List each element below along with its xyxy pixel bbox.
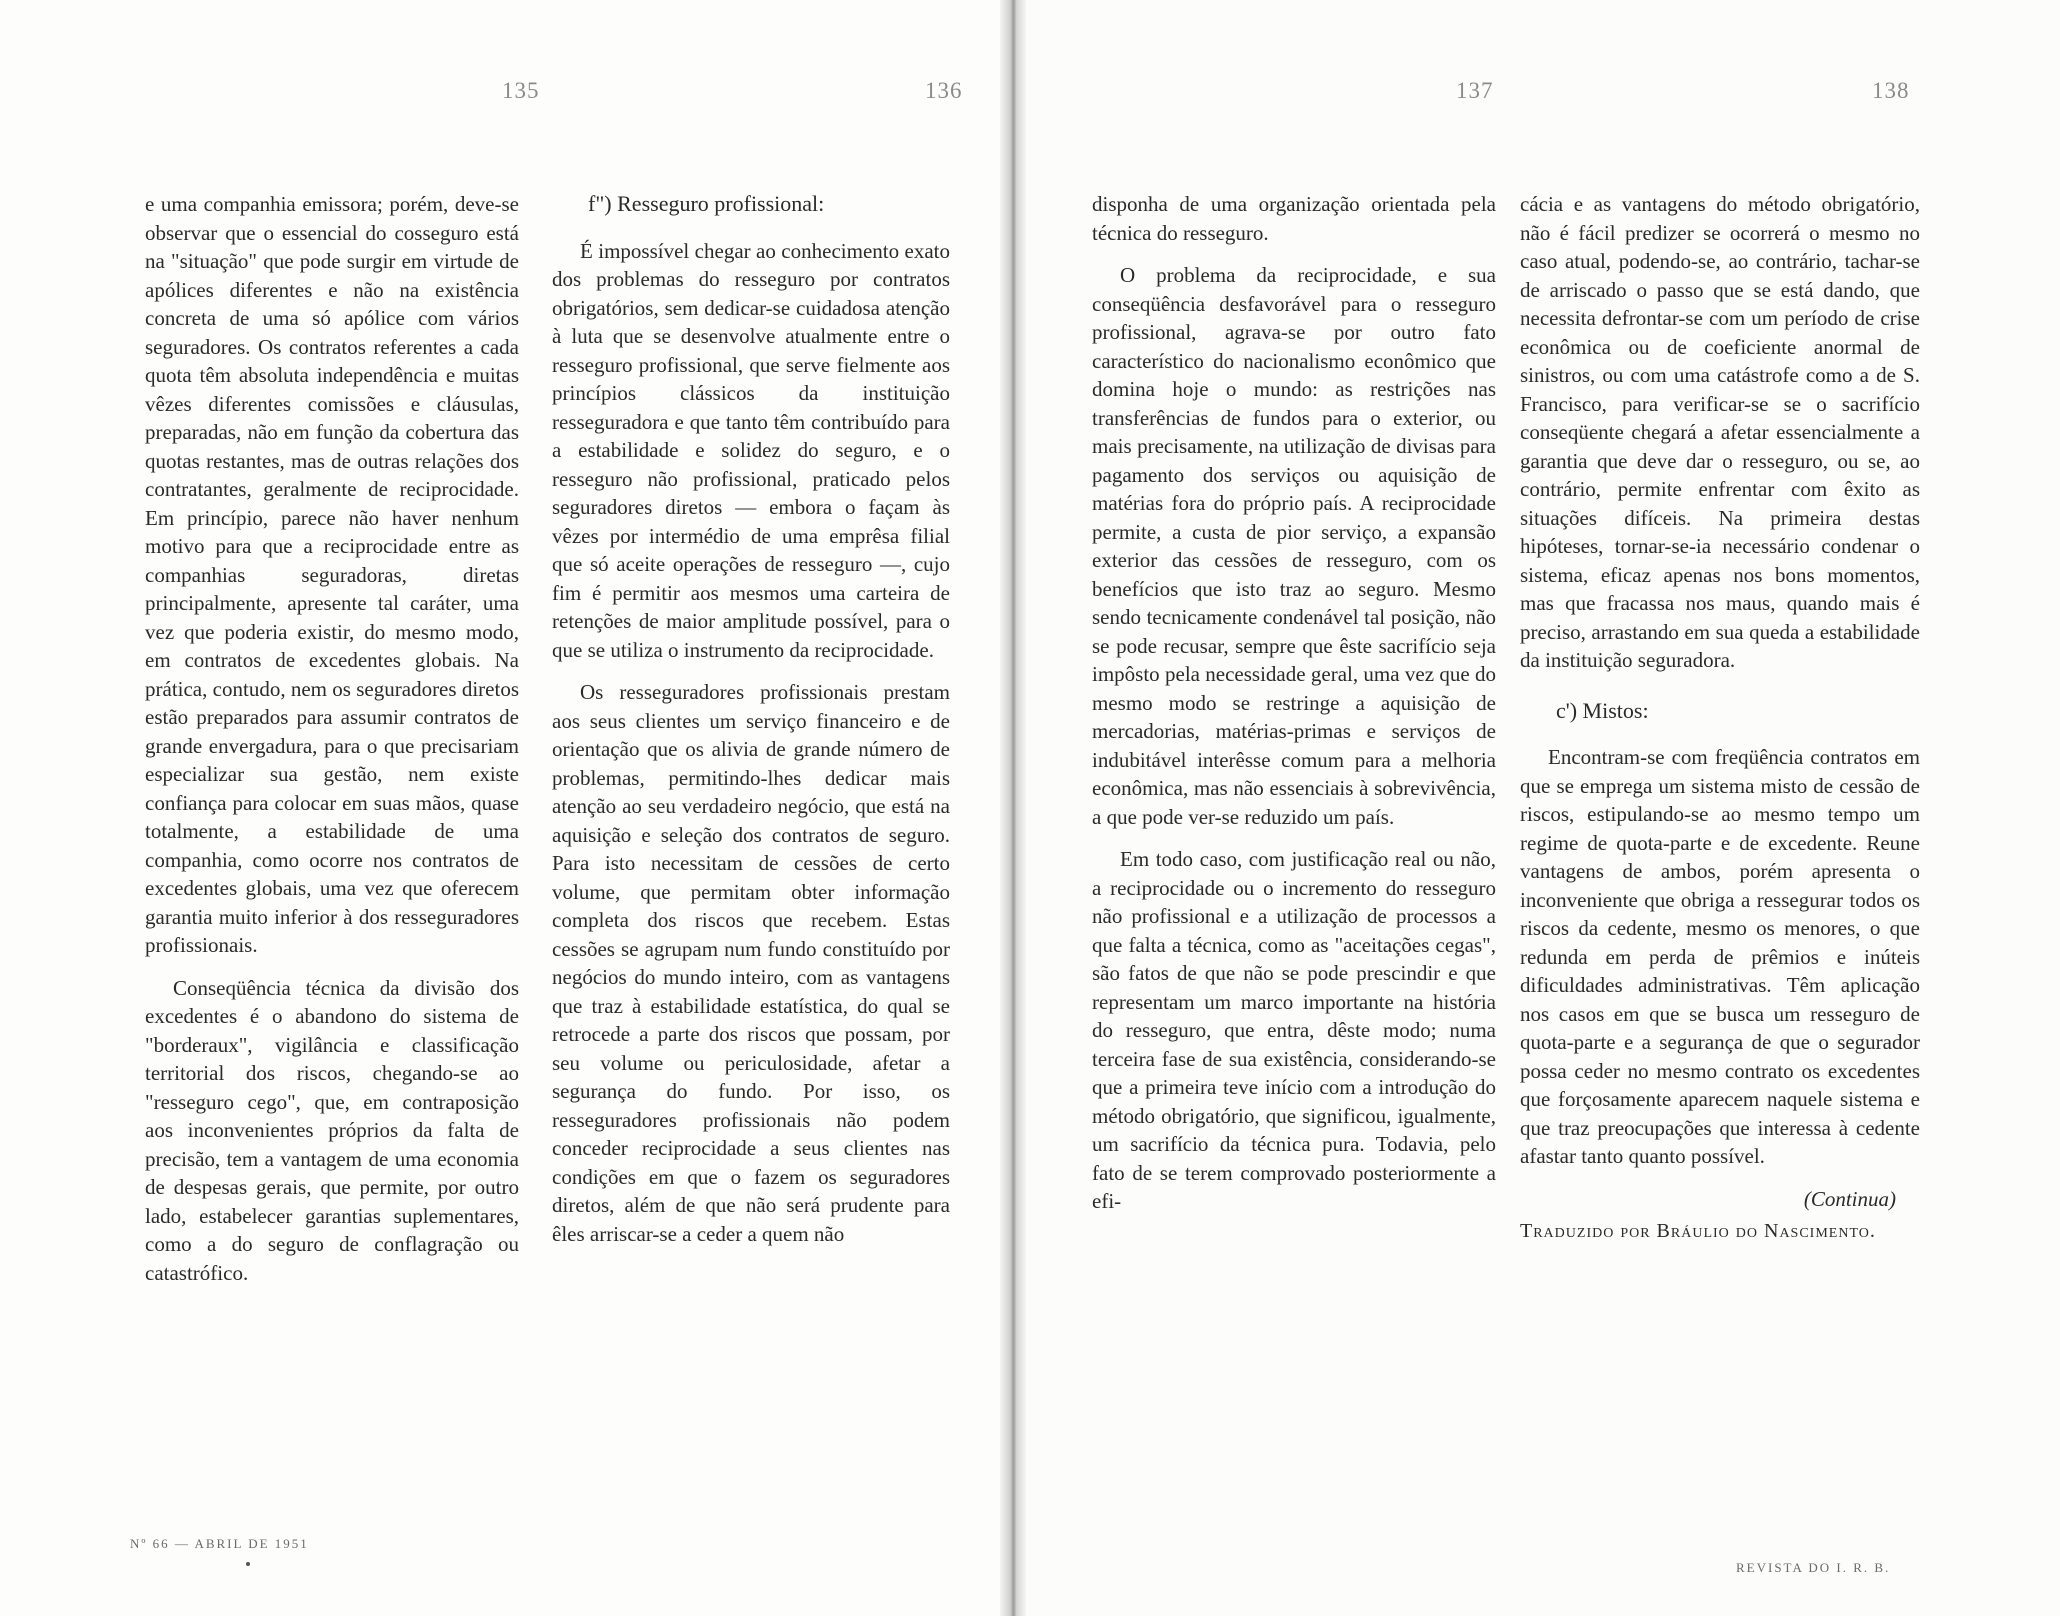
paragraph: e uma companhia emissora; porém, deve-se observar que o essencial do cosseguro está na "situação" que pode surgir em virtude de apólices diferentes e não na existência concreta de uma só apólice com vários seguradores. Os contratos referentes a cada quota têm absoluta independência e muitas vêzes diferentes comissões e cláusulas, preparadas, não em função da cobertura das quotas restantes, mas de outras relações dos contratantes, geralmente de reciprocidade. Em princípio, parece não haver nenhum motivo para que a reciprocidade entre as companhias seguradoras, diretas principalmente, apresente tal caráter, uma vez que poderia existir, do mesmo modo, em contratos de excedentes globais. Na prática, contudo, nem os seguradores diretos estão preparados para assumir contratos de grande envergadura, para o que precisariam especializar sua gestão, nem existe confiança para colocar em suas mãos, quase totalmente, a estabilidade de uma companhia, como ocorre nos contratos de excedentes globais, uma vez que oferecem garantia muito inferior à dos resseguradores profissionais.	[145, 192, 519, 957]
text-column-2	[552, 190, 950, 1262]
book-gutter	[1000, 0, 1026, 1616]
paragraph: Conseqüência técnica da divisão dos excedentes é o abandono do sistema de "borderaux", vigilância e classificação territorial dos riscos, chegando-se ao "resseguro cego", que, em contraposição aos inconvenientes próprios da falta de precisão, tem a vantagem de uma economia de despesas gerais, que permite, por outro lado, estabelecer garantias suplementares, como a do seguro de conflagração ou catastrófico.	[145, 975, 519, 1285]
continua-note: (Continua)	[1803, 1186, 1896, 1211]
footer-journal: REVISTA DO I. R. B.	[1736, 1560, 1891, 1575]
page-number-138: 138	[1872, 78, 1910, 103]
paragraph: cácia e as vantagens do método obrigatório, não é fácil predizer se ocorrerá o mesmo no caso atual, podendo-se, ao contrário, tachar-se de arriscado o passo que se está dando, que necessita defrontar-se com um período de crise econômica ou de coeficiente anormal de sinistros, ou com uma catástrofe como a de S. Francisco, para verificar-se se o sacrifício conseqüente chegará a afetar essencialmente a garantia que deve dar o resseguro, ou se, ao contrário, permite enfrentar com êxito as situações difíceis. Na primeira destas hipóteses, tornar-se-ia necessário condenar o sistema, eficaz apenas nos bons momentos, mas que fracassa nos maus, quando mais é preciso, arrastando em sua queda a estabilidade da instituição seguradora.	[1520, 192, 1920, 672]
text-column-3	[1092, 190, 1496, 1230]
page-number-135: 135	[502, 78, 540, 103]
section-heading: f") Resseguro profissional:	[588, 191, 825, 216]
footer-issue: Nº 66 — ABRIL DE 1951	[130, 1536, 309, 1551]
section-heading: c') Mistos:	[1556, 697, 1649, 723]
page-number-136: 136	[925, 78, 963, 103]
text-column-4	[1520, 190, 1920, 1260]
page-number-137: 137	[1456, 78, 1494, 103]
paragraph: O problema da reciprocidade, e sua conseqüência desfavorável para o resseguro profissional, agrava-se por outro fato característico do nacionalismo econômico que domina hoje o mundo: as restrições nas transferências de fundos para o exterior, ou mais precisamente, na utilização de divisas para pagamento dos serviços ou aquisição de matérias fora do próprio país. A reciprocidade permite, a custa de pior serviço, a expansão exterior das cessões de resseguro, com os benefícios que isto traz ao seguro. Mesmo sendo tecnicamente condenável tal posição, não se pode recusar, sempre que êste sacrifício seja impôsto pela necessidade geral, uma vez que do mesmo modo se restringe a aquisição de mercadorias, matérias-primas e serviços de indubitável interêsse comum para a melhoria econômica, mas não essenciais à sobrevivência, a que pode ver-se reduzido um país.	[1092, 263, 1496, 829]
paragraph: disponha de uma organização orientada pela técnica do resseguro.	[1092, 192, 1496, 245]
paragraph: Encontram-se com freqüência contratos em que se emprega um sistema misto de cessão de riscos, estipulando-se ao mesmo tempo um regime de quota-parte e de excedente. Reune vantagens de ambos, porém apresenta o inconveniente que obriga a ressegurar todos os riscos da cedente, mesmo os menores, o que redunda em perda de prêmios e inúteis dificuldades administrativas. Têm aplicação nos casos em que se busca um resseguro de quota-parte e a segurança de que o segurador possa ceder no mesmo contrato os excedentes que forçosamente aparecem naquele sistema e que traz preocupações que interessa à cedente afastar tanto quanto possível.	[1520, 745, 1920, 1168]
paragraph: Os resseguradores profissionais prestam aos seus clientes um serviço financeiro e de orientação que os alivia de grande número de problemas, permitindo-lhes dedicar mais atenção ao seu verdadeiro negócio, que está na aquisição e seleção dos contratos de seguro. Para isto necessitam de cessões de certo volume, que permitam obter informação completa dos riscos que recebem. Estas cessões se agrupam num fundo constituído por negócios do mundo inteiro, com as vantagens que traz à estabilidade estatística, do qual se retrocede a parte dos riscos que possam, por seu volume ou periculosidade, afetar a segurança do fundo. Por isso, os resseguradores profissionais não podem conceder reciprocidade a seus clientes nas condições em que o fazem os seguradores diretos, além de que não será prudente para êles arriscar-se a ceder a quem não	[552, 680, 950, 1246]
ink-dot	[246, 1562, 250, 1566]
paragraph: É impossível chegar ao conhecimento exato dos problemas do resseguro por contratos obrigatórios, sem dedicar-se cuidadosa atenção à luta que se desenvolve atualmente entre o resseguro profissional, que serve fielmente aos princípios clássicos da instituição resseguradora e que tanto têm contribuído para a estabilidade e solidez do seguro, e o resseguro não profissional, praticado pelos seguradores diretos — embora o façam às vêzes por intermédio de uma emprêsa filial que só aceite operações de resseguro —, cujo fim é permitir aos mesmos uma carteira de retenções de maior amplitude possível, para o que se utiliza o instrumento da reciprocidade.	[552, 238, 950, 662]
text-column-1	[145, 190, 519, 1301]
paragraph: Em todo caso, com justificação real ou não, a reciprocidade ou o incremento do resseguro não profissional e a utilização de processos a que falta a técnica, como as "aceitações cegas", são fatos de que não se pode prescindir e que representam um marco importante na história do resseguro, que entra, dêste modo; numa terceira fase de sua existência, considerando-se que a primeira teve início com a introdução do método obrigatório, que significou, igualmente, um sacrifício da técnica pura. Todavia, pelo fato de se terem comprovado posteriormente a efi-	[1092, 847, 1496, 1213]
translator-credit: Traduzido por Bráulio do Nascimento.	[1520, 1220, 1876, 1242]
